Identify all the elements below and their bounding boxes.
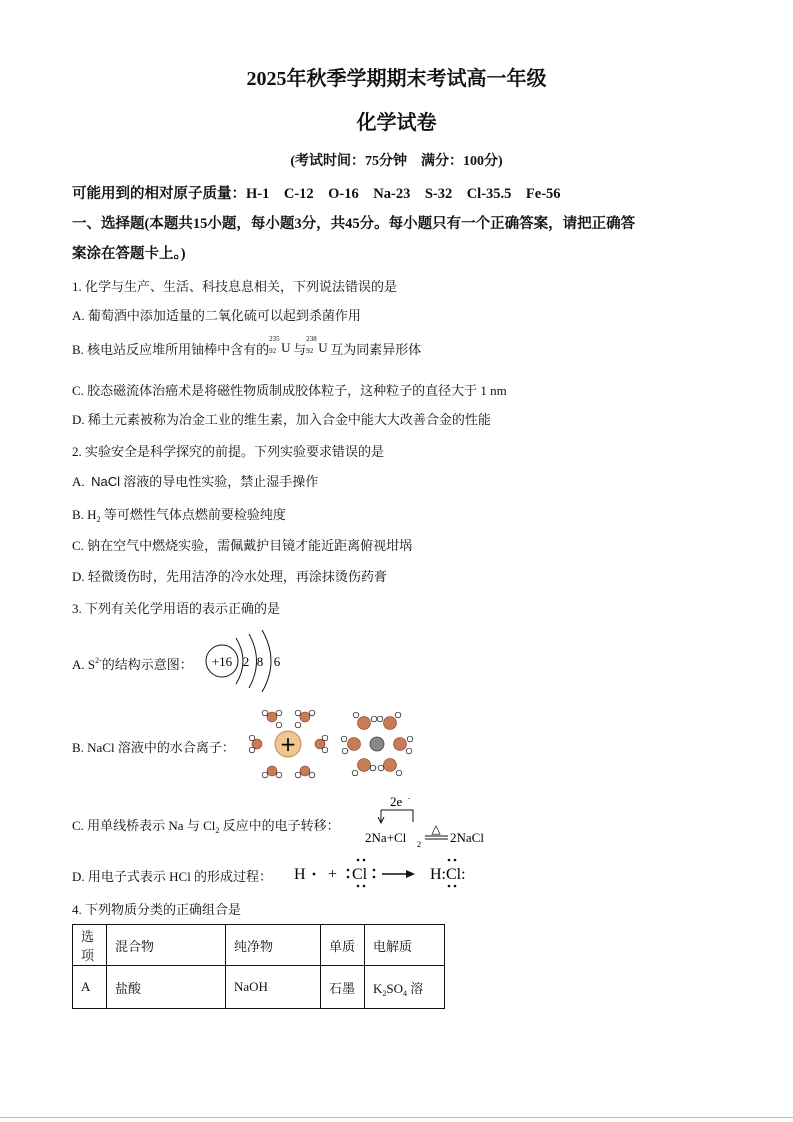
hcl-formation-diagram [290,852,490,892]
exam-info: (考试时间：75分钟 满分：100分) [290,154,503,169]
table-cell: $K_2SO_4$ 溶 [365,966,445,1009]
h-atom: H [294,866,306,883]
q1-option-c: C. 胶态磁流体治癌术是将磁性物质制成胶体粒子，这种粒子的直径大于 1 nm [72,383,507,398]
q2-option-d: D. 轻微烫伤时，先用洁净的冷水处理，再涂抹烫伤药膏 [72,569,387,584]
table-header: 选项 [73,925,107,966]
q3-option-c: C. 用单线桥表示 Na 与 $Cl_2$ 反应中的电子转移： [72,818,340,835]
exam-title: 2025年秋季学期期末考试高一年级 [246,68,547,90]
shell-arc-3 [262,630,271,692]
table-header: 电解质 [365,925,445,966]
section1-heading-cont: 案涂在答题卡上。) [72,246,186,262]
electron-label: 2e [390,794,403,809]
table-cell: 石墨 [321,966,365,1009]
shell-count-2: 8 [256,654,264,669]
cl-atom: Cl [352,866,368,883]
q3-option-b: B. NaCl 溶液中的水合离子： [72,740,235,755]
page-bottom-divider [0,1117,793,1118]
reactant-subscript: 2 [417,840,421,849]
hydrated-ions-diagram [248,705,418,783]
section1-heading: 一、选择题(本题共15小题，每小题3分，共45分。每小题只有一个正确答案，请把正确答 [72,216,636,232]
table-row [73,966,445,1009]
q3-option-d: D. 用电子式表示 HCl 的形成过程： [72,869,273,884]
shell-count-1: 2 [242,654,250,669]
q1-option-d: D. 稀土元素被称为冶金工业的维生素，加入合金中能大大改善合金的性能 [72,412,491,427]
table-cell: A [73,966,107,1009]
hydrated-anion [341,712,413,776]
subject-title: 化学试卷 [356,112,437,134]
table-header: 纯净物 [226,925,321,966]
q1-stem: 1. 化学与生产、生活、科技息息相关，下列说法错误的是 [72,279,398,294]
table-header: 单质 [321,925,365,966]
q2-option-c: C. 钠在空气中燃烧实验，需佩戴护目镜才能近距离俯视坩埚 [72,538,413,553]
shell-count-3: 6 [273,654,281,669]
bridge-line [381,810,413,822]
reactants: 2Na+Cl [365,830,407,845]
shell-arc-2 [249,634,257,688]
q1-option-b: B. 核电站反应堆所用铀棒中含有的 235 92 U 与 238 92 U 互为同素异形体 [72,335,422,357]
product: 2NaCl [450,830,484,845]
heat-condition: △ [431,822,441,836]
table-cell: NaOH [226,966,321,1009]
atomic-masses: 可能用到的相对原子质量：H-1 C-12 O-16 Na-23 S-32 Cl-35.5 Fe-56 [72,186,561,202]
s2-structure-diagram [200,626,295,696]
q3-option-a: A. $S^{2-}$的结构示意图： [72,656,193,672]
h-electron-dot [313,873,316,876]
hcl-product: H:Cl: [430,866,466,883]
plus-sign: + [328,866,338,883]
plus-sign-icon: + [279,732,297,756]
classification-table [72,924,445,1009]
table-header-row [73,925,445,966]
table-header: 混合物 [107,925,226,966]
table-cell: 盐酸 [107,966,226,1009]
q1-option-a: A. 葡萄酒中添加适量的二氧化硫可以起到杀菌作用 [72,308,361,323]
q2-stem: 2. 实验安全是科学探究的前提。下列实验要求错误的是 [72,444,385,459]
anion-sphere [370,737,384,751]
nucleus-charge: +16 [211,654,233,669]
q2-option-b: B. $H_2$ 等可燃性气体点燃前要检验纯度 [72,507,286,524]
electron-charge: - [408,794,411,802]
q3-stem: 3. 下列有关化学用语的表示正确的是 [72,601,281,616]
q4-stem: 4. 下列物质分类的正确组合是 [72,902,242,917]
hydrated-cation [249,710,328,778]
q2-option-a: A. NaCl 溶液的导电性实验，禁止湿手操作 [72,474,319,489]
electron-transfer-diagram [360,792,500,852]
